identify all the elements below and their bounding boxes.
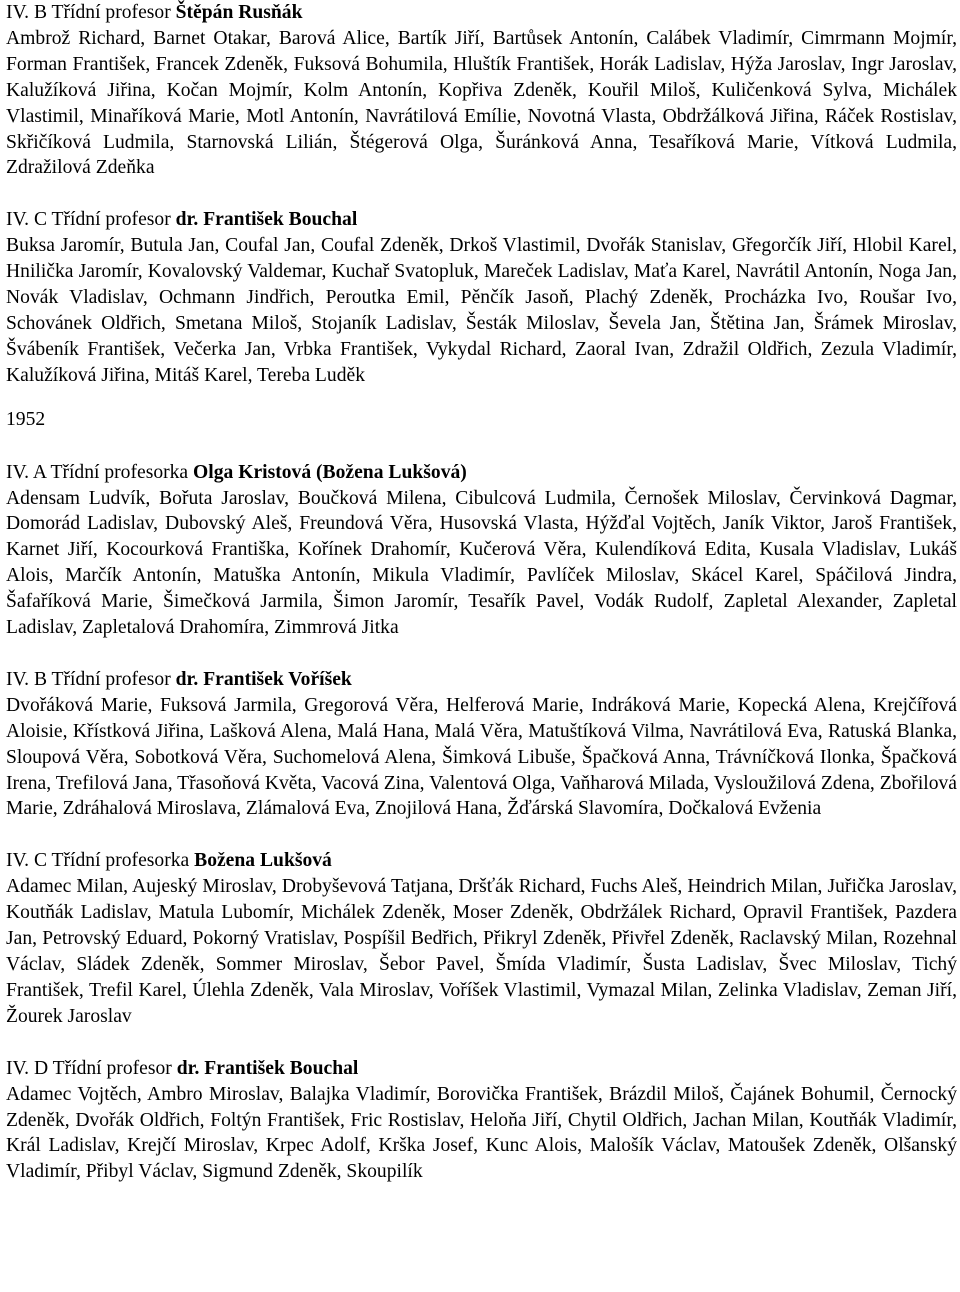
spacer	[6, 1030, 957, 1056]
class-prefix: IV. A Třídní profesorka	[6, 461, 194, 483]
class-prefix: IV. B Třídní profesor	[6, 668, 176, 690]
class-heading	[6, 207, 957, 233]
class-prefix: IV. C Třídní profesor	[6, 209, 176, 231]
spacer	[6, 433, 957, 460]
class-heading	[6, 460, 957, 486]
teacher-name: Olga Kristová (Božena Lukšová)	[193, 461, 467, 483]
year-heading: 1952	[6, 408, 46, 430]
student-list: Adamec Vojtěch, Ambro Miroslav, Balajka Vladimír, Borovička František, Brázdil Miloš, Čajánek Bohumil, Černocký Zdeněk, Dvořák Oldřich, Foltýn František, Fric Rostislav, Heloňa Jiří, Chytil Oldřich, Jachan Milan, Koutňák Vladimír, Král Ladislav, Krejčí Miroslav, Krpec Adolf, Krška Josef, Kunc Alois, Malošík Václav, Matoušek Zdeněk, Olšanský Vladimír, Přibyl Václav, Sigmund Zdeněk, Skoupilík	[6, 1083, 957, 1183]
teacher-name: dr. František Bouchal	[175, 209, 358, 231]
class-heading	[6, 0, 957, 26]
spacer	[6, 641, 957, 667]
student-list: Dvořáková Marie, Fuksová Jarmila, Gregorová Věra, Helferová Marie, Indráková Marie, Kopecká Alena, Krejčířová Aloisie, Křístková Jiřina, Lašková Alena, Malá Hana, Malá Věra, Matuštíková Vilma, Navrátilová Eva, Ratuská Blanka, Sloupová Věra, Sobotková Věra, Suchomelová Alena, Šimková Libuše, Špačková Anna, Trávníčková Ilonka, Špačková Irena, Trefilová Jana, Třasoňová Květa, Vacová Zina, Valentová Olga, Vaňharová Milada, Vysloužilová Zdena, Zbořilová Marie, Zdráhalová Miroslava, Zlámalová Eva, Znojilová Hana, Žďárská Slavomíra, Dočkalová Evženia	[6, 694, 957, 820]
teacher-name: dr. František Voříšek	[175, 668, 352, 690]
class-heading	[6, 848, 957, 874]
teacher-name: Božena Lukšová	[194, 850, 332, 872]
class-prefix: IV. B Třídní profesor	[6, 2, 176, 23]
student-list: Buksa Jaromír, Butula Jan, Coufal Jan, Coufal Zdeněk, Drkoš Vlastimil, Dvořák Stanislav, Gřegorčík Jiří, Hlobil Karel, Hnilička Jaromír, Kovalovský Valdemar, Kuchař Svatopluk, Mareček Ladislav, Maťa Karel, Navrátil Antonín, Noga Jan, Novák Vladislav, Ochmann Jindřich, Peroutka Emil, Pěnčík Jasoň, Plachý Zdeněk, Procházka Ivo, Roušar Ivo, Schovánek Oldřich, Smetana Miloš, Stojaník Ladislav, Šesták Miloslav, Ševela Jan, Štětina Jan, Šrámek Miroslav, Švábeník František, Večerka Jan, Vrbka František, Vykydal Richard, Zaoral Ivan, Zdražil Oldřich, Zezula Vladimír, Kalužíková Jiřina, Mitáš Karel, Tereba Luděk	[6, 235, 957, 386]
class-heading	[6, 1056, 957, 1082]
student-list: Ambrož Richard, Barnet Otakar, Barová Alice, Bartík Jiří, Bartůsek Antonín, Calábek Vladimír, Cimrmann Mojmír, Forman František, Francek Zdeněk, Fuksová Bohumila, Hluštík František, Horák Ladislav, Hýža Jaroslav, Ingr Jaroslav, Kalužíková Jiřina, Kočan Mojmír, Kolm Antonín, Kopřiva Zdeněk, Kouřil Miloš, Kuličenková Sylva, Michálek Vlastimil, Minaříková Marie, Motl Antonín, Navrátilová Emílie, Novotná Vlasta, Obdržálková Jiřina, Ráček Rostislav, Skřičíková Ludmila, Starnovská Lilián, Štégerová Olga, Šuránková Anna, Tesaříková Marie, Vítková Ludmila, Zdražilová Zdeňka	[6, 27, 957, 179]
student-list: Adensam Ludvík, Bořuta Jaroslav, Boučková Milena, Cibulcová Ludmila, Černošek Miloslav, Červinková Dagmar, Domorád Ladislav, Dubovský Aleš, Freundová Věra, Husovská Vlasta, Hýžďal Vojtěch, Janík Viktor, Jaroš František, Karnet Jiří, Kocourková Františka, Kořínek Drahomír, Kučerová Věra, Kulendíková Edita, Kusala Vladislav, Lukáš Alois, Marčík Antonín, Matuška Antonín, Mikula Vladimír, Pavlíček Miloslav, Skácel Karel, Spáčilová Jindra, Šafaříková Marie, Šimečková Jarmila, Šimon Jaromír, Tesařík Pavel, Vodák Rudolf, Zapletal Alexander, Zapletal Ladislav, Zapletalová Drahomíra, Zimmrová Jitka	[6, 487, 957, 639]
class-prefix: IV. C Třídní profesorka	[6, 850, 195, 872]
class-section-4d-1952	[6, 1056, 957, 1186]
teacher-name: Štěpán Rusňák	[175, 2, 303, 23]
class-section-4b-1952	[6, 667, 957, 822]
class-prefix: IV. D Třídní profesor	[6, 1057, 177, 1079]
class-section-4c-1952	[6, 848, 957, 1029]
student-list: Adamec Milan, Aujeský Miroslav, Drobyševová Tatjana, Dršťák Richard, Fuchs Aleš, Heindrich Milan, Juřička Jaroslav, Koutňák Ladislav, Matula Lubomír, Michálek Zdeněk, Moser Zdeněk, Obdržálek Richard, Opravil František, Pazdera Jan, Petrovský Eduard, Pokorný Vratislav, Pospíšil Bedřich, Přikryl Zdeněk, Přivřel Zdeněk, Raclavský Milan, Rozehnal Václav, Sládek Zdeněk, Sommer Miroslav, Šebor Pavel, Šmída Vladimír, Šusta Ladislav, Švec Miloslav, Tichý František, Trefil Karel, Úlehla Zdeněk, Vala Miroslav, Voříšek Vlastimil, Vymazal Milan, Zelinka Vladislav, Zeman Jiří, Žourek Jaroslav	[6, 876, 957, 1027]
spacer	[6, 181, 957, 207]
class-section-4c-1951	[6, 207, 957, 388]
spacer	[6, 822, 957, 848]
class-section-4b-1951	[6, 0, 957, 181]
teacher-name: dr. František Bouchal	[176, 1057, 359, 1079]
class-heading	[6, 667, 957, 693]
class-section-4a-1952	[6, 460, 957, 641]
